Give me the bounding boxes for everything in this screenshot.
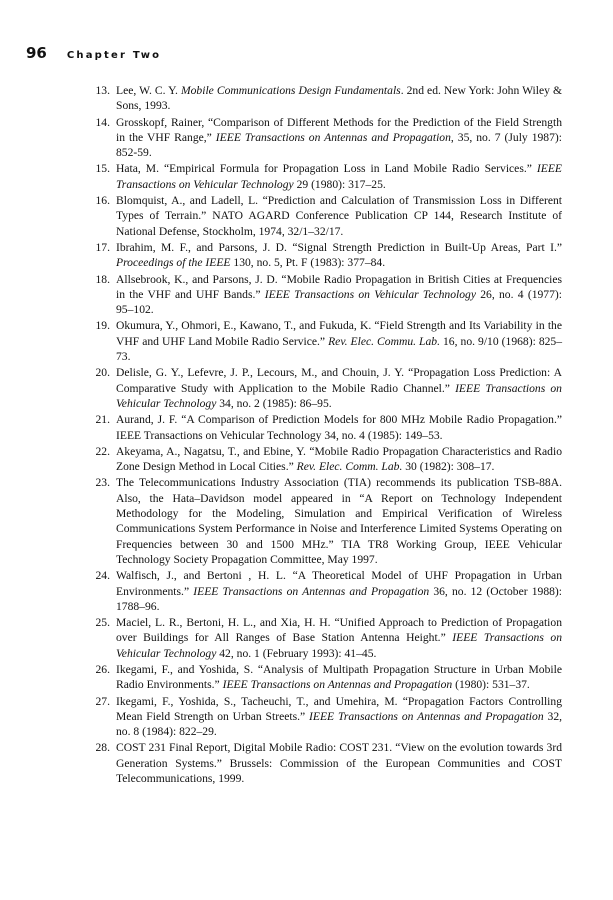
reference-number: 14. (95, 115, 110, 129)
reference-source-title: Mobile Communications Design Fundamentals (180, 84, 401, 97)
reference-item (88, 240, 562, 271)
reference-item (88, 740, 562, 786)
reference-text-segment: 29 (1980): 317–25. (293, 177, 386, 191)
reference-text-segment: Allsebrook, K., and Parsons, J. D. “Mobile Radio Propagation in British Cities at Frequencies in the VHF and UHF Bands.” (116, 272, 562, 301)
reference-text-segment: Ibrahim, M. F., and Parsons, J. D. “Signal Strength Prediction in Built-Up Areas, Part I.” (116, 240, 562, 254)
chapter-title: Chapter Two (66, 50, 162, 61)
reference-source-title: Rev. Elec. Comm. Lab. (296, 460, 403, 474)
reference-text-segment: 42, no. 1 (February 1993): 41–45. (216, 646, 377, 660)
reference-text (116, 741, 562, 785)
reference-text (116, 241, 562, 269)
reference-item (88, 444, 562, 475)
reference-item (88, 694, 562, 740)
reference-number: 13. (95, 84, 110, 97)
reference-number: 25. (95, 616, 110, 630)
reference-text-segment: 36, no. 12 (October 1988): 1788–96. (116, 584, 562, 613)
reference-source-title: IEEE Transactions on Antennas and Propagation (215, 130, 451, 144)
reference-source-title: IEEE Transactions on Antennas and Propagation (222, 678, 453, 692)
reference-number: 26. (95, 662, 110, 676)
reference-text-segment: 16, no. 9/10 (1968): 825–73. (116, 334, 563, 364)
reference-item (88, 272, 562, 318)
reference-item (88, 475, 562, 567)
reference-item (88, 318, 562, 364)
reference-text-segment: 26, no. 4 (1977): 95–102. (116, 287, 562, 317)
reference-number: 27. (95, 694, 110, 708)
reference-number: 19. (95, 319, 110, 333)
reference-number: 23. (95, 476, 110, 490)
reference-number: 15. (95, 162, 110, 176)
reference-text (116, 194, 562, 238)
reference-text-segment: Delisle, G. Y., Lefevre, J. P., Lecours, M., and Chouin, J. Y. “Propagation Loss Prediction: A Comparative Study with Application to the Mobile Radio Channel.” (116, 366, 562, 395)
reference-text (116, 162, 562, 190)
reference-number: 17. (95, 240, 110, 254)
reference-text-segment: 130, no. 5, Pt. F (1983): 377–84. (230, 256, 386, 270)
reference-text (116, 84, 562, 112)
reference-source-title: IEEE Transactions on Antennas and Propagation (193, 584, 430, 598)
reference-item (88, 161, 562, 192)
reference-text (116, 569, 562, 613)
reference-item (88, 412, 562, 443)
reference-number: 20. (95, 366, 110, 380)
running-header (26, 44, 161, 62)
reference-item (88, 365, 562, 411)
reference-source-title: IEEE Transactions on Vehicular Technology (116, 381, 562, 410)
reference-text-segment: 34, no. 2 (1985): 86–95. (216, 396, 332, 410)
reference-text-segment: Maciel, L. R., Bertoni, H. L., and Xia, H. H. “Unified Approach to Prediction of Propagation over Buildings for All Ranges of Base Station Antenna Height.” (116, 616, 562, 645)
reference-text (116, 273, 562, 317)
reference-item (88, 615, 562, 661)
reference-item (88, 115, 562, 161)
reference-text (116, 366, 562, 410)
reference-text (116, 319, 562, 363)
reference-source-title: IEEE Transactions on Vehicular Technology (264, 287, 476, 301)
reference-text (116, 695, 562, 739)
reference-text (116, 445, 562, 473)
reference-source-title: IEEE Transactions on Vehicular Technology (116, 162, 562, 191)
reference-text-segment: . 2nd ed. New York: John Wiley & Sons, 1993. (116, 84, 562, 113)
reference-text-segment: Blomquist, A., and Ladell, L. “Prediction and Calculation of Transmission Loss in Different Types of Terrain.” NATO AGARD Conference Publication CP 144, Research Institute of National Defense, Stockholm, 1974, 32/1–32/17. (116, 194, 562, 238)
reference-item (88, 83, 562, 114)
reference-text-segment: Okumura, Y., Ohmori, E., Kawano, T., and Fukuda, K. “Field Strength and Its Variability in the VHF and UHF Land Mobile Radio Service.” (116, 319, 562, 348)
reference-text (116, 116, 562, 160)
reference-text (116, 616, 562, 660)
reference-text-segment: The Telecommunications Industry Association (TIA) recommends its publication TSB-88A. Also, the Hata–Davidson model appeared in “A Report on Technology Independent Methodology for the Modeling, Simulation and Empirical Verification of Wireless Communications System Performance in Noise and Interference Limited Systems Operating on Frequencies between 30 and 1500 MHz.” TIA TR8 Working Group, IEEE Vehicular Technology Society Propagation Committee, May 1997. (116, 476, 562, 566)
reference-item (88, 193, 562, 239)
reference-text-segment: Akeyama, A., Nagatsu, T., and Ebine, Y. “Mobile Radio Propagation Characteristics and Radio Zone Design Method in Local Cities.” (116, 444, 562, 474)
reference-text (116, 413, 562, 441)
reference-source-title: Proceedings of the IEEE (116, 256, 231, 270)
reference-number: 21. (95, 413, 110, 427)
reference-text (116, 476, 562, 565)
reference-text-segment: Ikegami, F., and Yoshida, S. “Analysis of Multipath Propagation Structure in Urban Mobile Radio Environments.” (116, 662, 562, 692)
reference-text-segment: 30 (1982): 308–17. (402, 460, 495, 474)
reference-text-segment: Hata, M. “Empirical Formula for Propagation Loss in Land Mobile Radio Services.” (116, 162, 537, 176)
reference-text (116, 663, 562, 691)
reference-item (88, 568, 562, 614)
reference-item (88, 662, 562, 693)
reference-source-title: Rev. Elec. Commu. Lab. (328, 334, 440, 348)
reference-text-segment: , 35, no. 7 (July 1987): 852-59. (116, 130, 562, 160)
reference-text-segment: Grosskopf, Rainer, “Comparison of Different Methods for the Prediction of the Field Strength in the VHF Range,” (116, 115, 562, 144)
reference-text-segment: Walfisch, J., and Bertoni , H. L. “A Theoretical Model of UHF Propagation in Urban Environments.” (116, 569, 562, 598)
page-number: 96 (26, 44, 47, 62)
reference-source-title: IEEE Transactions on Antennas and Propagation (309, 709, 544, 723)
reference-source-title: IEEE Transactions on Vehicular Technology (116, 631, 562, 660)
reference-text-segment: Aurand, J. F. “A Comparison of Prediction Models for 800 MHz Mobile Radio Propagation.” IEEE Transactions on Vehicular Technology 34, no. 4 (1985): 149–53. (116, 413, 562, 442)
reference-number: 28. (95, 741, 110, 755)
reference-number: 16. (95, 194, 110, 208)
reference-text-segment: COST 231 Final Report, Digital Mobile Radio: COST 231. “View on the evolution towards 3rd Generation Systems.” Brussels: Commission of the European Communities and COST Telecommunications, 1999. (116, 741, 562, 786)
reference-list (88, 83, 562, 787)
reference-text-segment: Lee, W. C. Y. (116, 84, 181, 97)
reference-number: 22. (95, 444, 110, 458)
reference-text-segment: (1980): 531–37. (452, 678, 530, 692)
reference-number: 18. (95, 272, 110, 286)
reference-text-segment: 32, no. 8 (1984): 822–29. (116, 709, 563, 739)
reference-number: 24. (95, 569, 110, 583)
reference-text-segment: Ikegami, F., Yoshida, S., Tacheuchi, T., and Umehira, M. “Propagation Factors Controlling Mean Field Strength on Urban Streets.” (116, 694, 562, 723)
